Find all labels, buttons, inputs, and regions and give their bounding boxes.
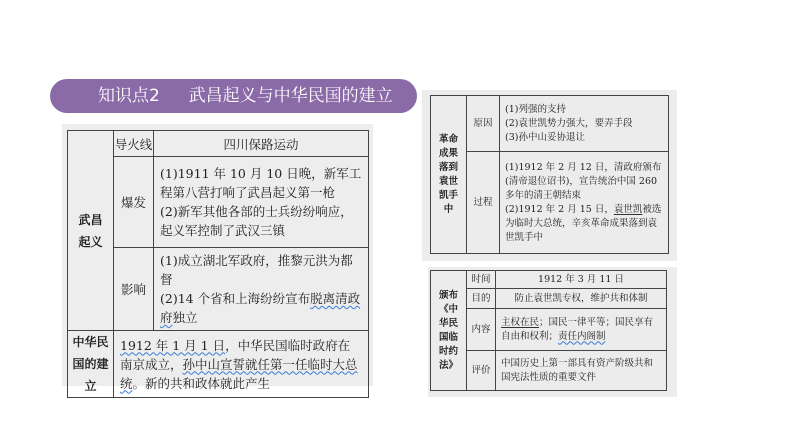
guocheng-text: (1)1912 年 2 月 12 日，清政府颁布(清帝退位诏书)，宣告统治中国 260 多年的清王朝结束 (2)1912 年 2 月 15 日，袁世凯被选为临时大总统，辛亥革命成果落到袁世凯手中: [500, 152, 669, 254]
shijian-label: 时间: [467, 271, 496, 289]
yuanyin-list: [500, 96, 669, 152]
banner-label: 知识点2: [98, 86, 160, 106]
neirong-value: 主权在民；国民一律平等；国民享有自由和权利；责任内阁制: [496, 309, 667, 351]
yuan-table: [430, 95, 669, 254]
shijian-value: 1912 年 3 月 11 日: [496, 271, 667, 289]
baofa-text: (1)1911 年 10 月 10 日晚，新军工程第八营打响了武昌起义第一枪 (2)新军其他各部的士兵纷纷响应，起义军控制了武汉三镇: [154, 157, 369, 248]
yuanyin-item: (3)孙中山妥协退让: [505, 131, 585, 143]
section-banner: [50, 79, 417, 113]
minguo-head: 中华民国的建立: [68, 331, 114, 398]
mudi-value: 防止袁世凯专权，维护共和体制: [496, 289, 667, 309]
wuchang-head: 武昌起义: [68, 131, 114, 331]
banner-title: 武昌起义与中华民国的建立: [188, 86, 393, 106]
yuanyin-item: (2)袁世凯势力强大，要弄手段: [505, 117, 633, 129]
neirong-label: 内容: [467, 309, 496, 351]
daohuoxian-text: 四川保路运动: [154, 131, 369, 157]
pingjia-label: 评价: [467, 351, 496, 391]
mudi-label: 目的: [467, 289, 496, 309]
yuefa-head: 颁布《中华民国临时约法》: [431, 271, 467, 391]
yuefa-table: [430, 270, 667, 391]
yingxiang-label: 影响: [114, 248, 154, 331]
guocheng-label: 过程: [467, 152, 500, 254]
daohuoxian-label: 导火线: [114, 131, 154, 157]
yuan-head: 革命成果落到袁世凯手中: [431, 96, 467, 254]
baofa-label: 爆发: [114, 157, 154, 248]
yingxiang-text: (1)成立湖北军政府，推黎元洪为都督 (2)14 个省和上海纷纷宣布脱离清政府独立: [154, 248, 369, 331]
yuanyin-label: 原因: [467, 96, 500, 152]
yuanyin-item: (1)列强的支持: [505, 103, 566, 115]
wuchang-table: [67, 130, 369, 398]
minguo-text: 1912 年 1 月 1 日，中华民国临时政府在南京成立，孙中山宣誓就任第一任临时大总统。新的共和政体就此产生: [114, 331, 369, 398]
pingjia-value: 中国历史上第一部具有资产阶级共和国宪法性质的重要文件: [496, 351, 667, 391]
